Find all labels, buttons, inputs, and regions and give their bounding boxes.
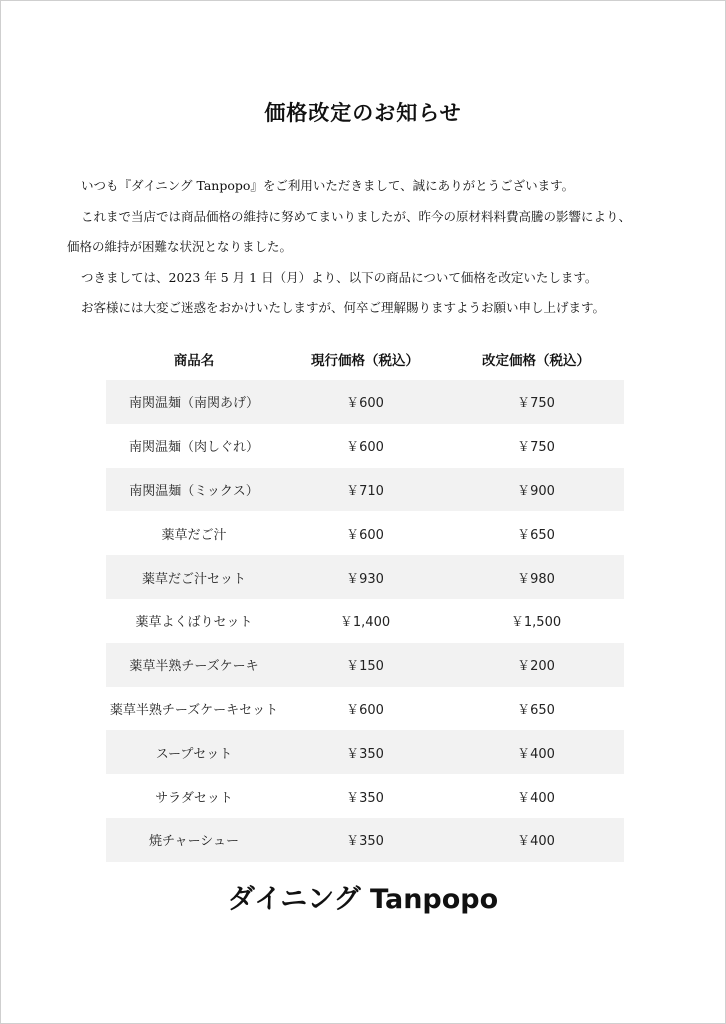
new-price-cell: ￥400 xyxy=(448,818,624,862)
new-price-cell: ￥200 xyxy=(448,643,624,687)
notice-paragraph-1: いつも『ダイニング Tanpopo』をご利用いただきまして、誠にありがとうございます。 xyxy=(81,178,575,193)
restaurant-name: ダイニング Tanpopo xyxy=(227,884,499,915)
header-current-price: 現行価格（税込） xyxy=(311,353,419,369)
item-name-cell: 薬草半熟チーズケーキセット xyxy=(109,702,279,718)
table-row xyxy=(106,468,624,512)
new-price-cell: ￥900 xyxy=(448,468,624,512)
notice-body xyxy=(67,171,667,324)
table-row xyxy=(106,687,624,731)
current-price-cell: ￥600 xyxy=(346,440,384,456)
page-title: 価格改定のお知らせ xyxy=(264,100,462,125)
table-row xyxy=(106,380,624,424)
notice-paragraph-2: これまで当店では商品価格の維持に努めてまいりましたが、昨今の原材料料費高騰の影響により、 xyxy=(81,208,632,224)
price-table-header xyxy=(106,338,624,380)
item-name-cell: スープセット xyxy=(106,730,282,774)
new-price-cell: ￥400 xyxy=(448,730,624,774)
new-price-cell: ￥1,500 xyxy=(510,615,562,631)
header-item-name: 商品名 xyxy=(173,353,215,369)
item-name-cell: 焼チャーシュー xyxy=(106,818,282,862)
current-price-cell: ￥1,400 xyxy=(339,615,391,631)
table-row xyxy=(106,599,624,643)
current-price-cell: ￥350 xyxy=(282,730,448,774)
item-name-cell: 薬草半熟チーズケーキ xyxy=(106,643,282,687)
table-row xyxy=(106,424,624,468)
item-name-cell: サラダセット xyxy=(155,790,233,806)
notice-paragraph-2-continued: 価格の維持が困難な状況となりました。 xyxy=(67,239,293,254)
table-row xyxy=(106,774,624,818)
new-price-cell: ￥750 xyxy=(448,380,624,424)
header-new-price: 改定価格（税込） xyxy=(482,353,590,369)
table-row xyxy=(106,818,624,862)
new-price-cell: ￥400 xyxy=(517,790,555,806)
item-name-cell: 南関温麺（ミックス） xyxy=(106,468,282,512)
table-row xyxy=(106,555,624,599)
current-price-cell: ￥350 xyxy=(346,790,384,806)
current-price-cell: ￥930 xyxy=(282,555,448,599)
item-name-cell: 南関温麺（南関あげ） xyxy=(106,380,282,424)
current-price-cell: ￥350 xyxy=(282,818,448,862)
current-price-cell: ￥600 xyxy=(346,702,384,718)
new-price-cell: ￥750 xyxy=(517,440,555,456)
notice-paragraph-4: お客様には大変ご迷惑をおかけいたしますが、何卒ご理解賜りますようお願い申し上げます。 xyxy=(81,300,606,315)
new-price-cell: ￥650 xyxy=(517,527,555,543)
new-price-cell: ￥980 xyxy=(448,555,624,599)
item-name-cell: 南関温麺（肉しぐれ） xyxy=(128,440,259,456)
notice-paragraph-3: つきましては、2023 年 5 月 1 日（月）より、以下の商品について価格を改定いたします。 xyxy=(81,269,598,285)
table-row xyxy=(106,511,624,555)
item-name-cell: 薬草だご汁セット xyxy=(106,555,282,599)
current-price-cell: ￥600 xyxy=(346,527,384,543)
table-row xyxy=(106,643,624,687)
table-row xyxy=(106,730,624,774)
current-price-cell: ￥150 xyxy=(282,643,448,687)
item-name-cell: 薬草よくばりセット xyxy=(135,615,253,631)
item-name-cell: 薬草だご汁 xyxy=(161,527,227,543)
current-price-cell: ￥600 xyxy=(282,380,448,424)
price-table xyxy=(106,338,624,862)
new-price-cell: ￥650 xyxy=(517,702,555,718)
current-price-cell: ￥710 xyxy=(282,468,448,512)
